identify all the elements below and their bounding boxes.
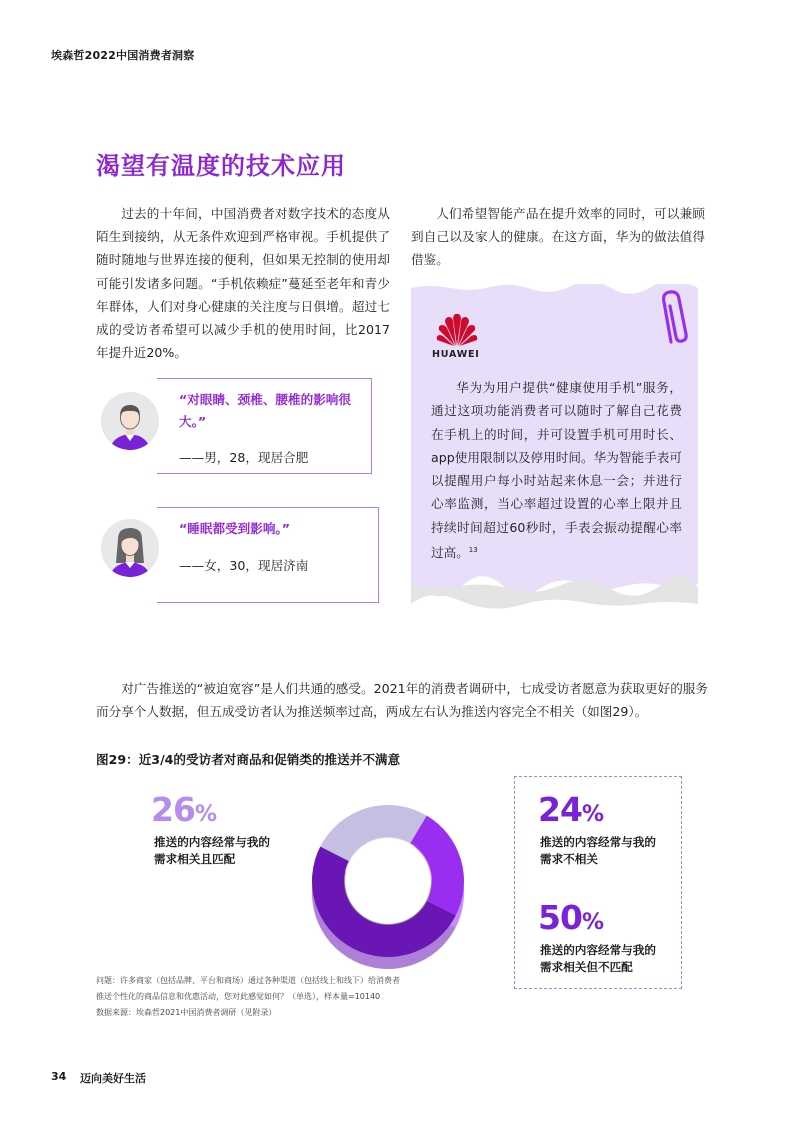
- huawei-intro-paragraph: 人们希望智能产品在提升效率的同时，可以兼顾到自己以及家人的健康。在这方面，华为的做法值得借鉴。: [411, 206, 705, 268]
- figure-title: 图29：近3/4的受访者对商品和促销类的推送并不满意: [96, 752, 401, 767]
- figure-footnote: [96, 973, 516, 1021]
- pct-50-value: 50: [538, 898, 582, 937]
- male-avatar-icon: [101, 392, 159, 450]
- intro-paragraph: 过去的十年间，中国消费者对数字技术的态度从陌生到接纳，从无条件欢迎到严格审视。手机提供了随时随地与世界连接的便利，但如果无控制的使用却可能引发诸多问题。“手机依赖症”蔓延至老年和青少年群体，人们对身心健康的关注度与日俱增。超过七成的受访者希望可以减少手机的使用时间，比2017年提升近20%。: [96, 206, 390, 361]
- pct-26-value: 26: [151, 790, 195, 829]
- label-24-line1: 推送的内容经常与我的: [540, 835, 656, 849]
- pct-24-sign: %: [581, 802, 603, 827]
- pct-24-value: 24: [538, 790, 582, 829]
- pct-24: [538, 790, 603, 829]
- pct-26-sign: %: [194, 802, 216, 827]
- quote-attribution-male: ——男，28，现居合肥: [179, 450, 309, 465]
- label-50: [540, 942, 656, 976]
- pct-26: [151, 790, 216, 829]
- footer-title: 迈向美好生活: [80, 1072, 146, 1085]
- quote-text-male: “对眼睛、颈椎、腰椎的影响很大。”: [179, 392, 351, 429]
- label-26-line2: 需求相关且匹配: [154, 852, 236, 866]
- label-26: [154, 834, 270, 868]
- footnote-line1: 问题：许多商家（包括品牌、平台和商场）通过各种渠道（包括线上和线下）给消费者: [96, 976, 400, 985]
- footnote-line3: 数据来源：埃森哲2021中国消费者调研（见附录）: [96, 1008, 277, 1017]
- donut-hole: [345, 838, 431, 924]
- section-title: 渴望有温度的技术应用: [96, 152, 346, 180]
- huawei-note-text: [431, 376, 682, 565]
- page-number: 34: [51, 1070, 67, 1083]
- report-title: 埃森哲2022中国消费者洞察: [51, 49, 195, 62]
- label-50-line2: 需求相关但不匹配: [540, 960, 633, 974]
- huawei-note-card: [411, 284, 698, 617]
- label-26-line1: 推送的内容经常与我的: [154, 835, 270, 849]
- label-24-line2: 需求不相关: [540, 852, 598, 866]
- reference-number: 13: [468, 546, 478, 555]
- quote-card-female: [157, 507, 379, 603]
- quote-attribution-female: ——女，30，现居济南: [179, 558, 309, 573]
- ad-push-paragraph: 对广告推送的“被迫宽容”是人们共通的感受。2021年的消费者调研中，七成受访者愿意为获取更好的服务而分享个人数据，但五成受访者认为推送频率过高，两成左右认为推送内容完全不相关（如图29）。: [96, 681, 708, 720]
- quote-text-female: “睡眠都受到影响。”: [179, 521, 291, 536]
- footnote-line2: 推送个性化的商品信息和优惠活动，您对此感觉如何？（单选），样本量=10140: [96, 992, 381, 1001]
- female-avatar-icon: [101, 519, 159, 577]
- huawei-wordmark: HUAWEI: [432, 349, 480, 360]
- huawei-note-body: 华为为用户提供“健康使用手机”服务，通过这项功能消费者可以随时了解自己花费在手机上的时间，并可设置手机可用时长、app使用限制以及停用时间。华为智能手表可以提醒用户每小时站起来休息一会；并进行心率监测，当心率超过设置的心率上限并且持续时间超过60秒时，手表会振动提醒心率过高。: [431, 380, 682, 561]
- paperclip-icon: [657, 290, 697, 350]
- pct-50-sign: %: [581, 910, 603, 935]
- donut-chart: [300, 786, 476, 976]
- quote-card-male: [157, 378, 372, 474]
- label-24: [540, 834, 656, 868]
- label-50-line1: 推送的内容经常与我的: [540, 943, 656, 957]
- pct-50: [538, 898, 603, 937]
